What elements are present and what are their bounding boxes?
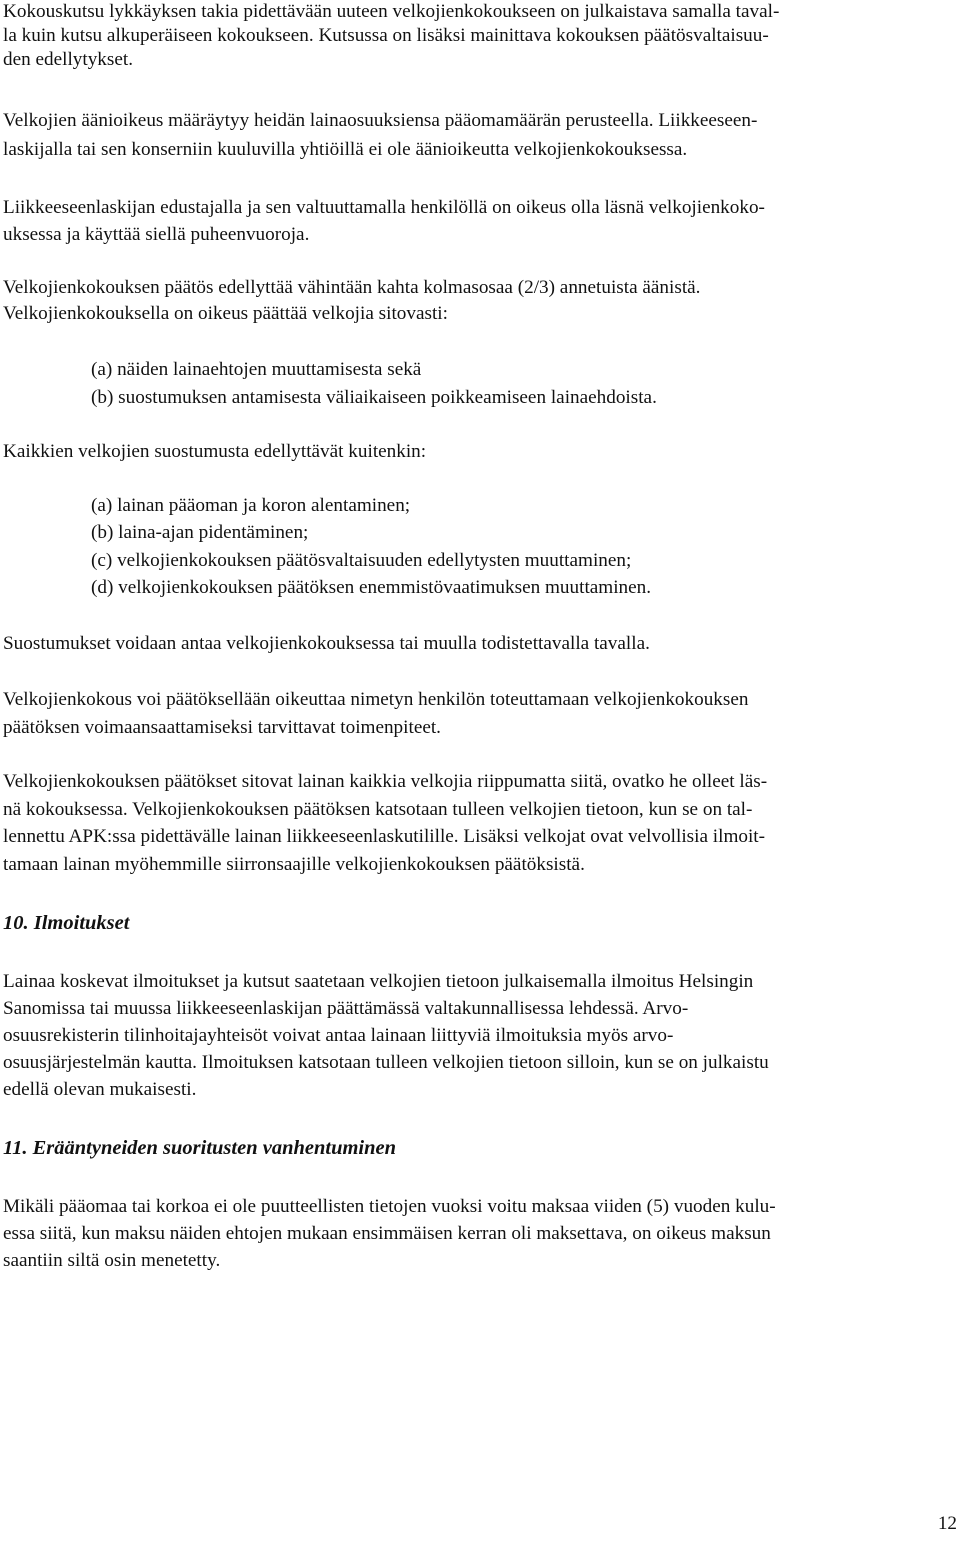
paragraph-line: Velkojienkokous voi päätöksellään oikeuttaa nimetyn henkilön toteuttamaan velkojienkokouksen [3, 689, 749, 710]
paragraph-line: laskijalla tai sen konserniin kuuluvilla yhtiöillä ei ole äänioikeutta velkojienkokouksessa. [3, 139, 688, 160]
list-item: (b) suostumuksen antamisesta väliaikaiseen poikkeamiseen lainaehdoista. [91, 387, 657, 408]
paragraph-line: Sanomissa tai muussa liikkeeseenlaskijan päättämässä valtakunnallisessa lehdessä. Arvo- [3, 998, 689, 1019]
paragraph-line: Velkojienkokouksella on oikeus päättää velkojia sitovasti: [3, 303, 448, 324]
paragraph-line: osuusrekisterin tilinhoitajayhteisöt voivat antaa lainaan liittyviä ilmoituksia myös arvo- [3, 1025, 674, 1046]
paragraph-line: saantiin siltä osin menetetty. [3, 1250, 221, 1271]
paragraph-line: Liikkeeseenlaskijan edustajalla ja sen valtuuttamalla henkilöllä on oikeus olla läsnä velkojienkoko- [3, 197, 765, 218]
list-item: (c) velkojienkokouksen päätösvaltaisuuden edellytysten muuttaminen; [91, 550, 632, 571]
paragraph-line: Lainaa koskevat ilmoitukset ja kutsut saatetaan velkojien tietoon julkaisemalla ilmoitus Helsingin [3, 971, 754, 992]
paragraph-line: nä kokouksessa. Velkojienkokouksen päätöksen katsotaan tulleen velkojien tietoon, kun se on tal- [3, 799, 753, 820]
paragraph-line: essa siitä, kun maksu näiden ehtojen mukaan ensimmäisen kerran oli maksettava, on oikeus maksun [3, 1223, 771, 1244]
list-item: (d) velkojienkokouksen päätöksen enemmistövaatimuksen muuttaminen. [91, 577, 652, 598]
paragraph-line: uksessa ja käyttää siellä puheenvuoroja. [3, 224, 310, 245]
page-number: 12 [937, 1513, 957, 1534]
list-item: (a) näiden lainaehtojen muuttamisesta sekä [91, 359, 422, 380]
paragraph-line: lennettu APK:ssa pidettävälle lainan liikkeeseenlaskutilille. Lisäksi velkojat ovat velvollisia ilmoit- [3, 826, 766, 847]
paragraph-line: päätöksen voimaansaattamiseksi tarvittavat toimenpiteet. [3, 717, 441, 738]
paragraph-line: Velkojienkokouksen päätös edellyttää vähintään kahta kolmasosaa (2/3) annetuista äänistä. [3, 277, 701, 298]
list-item: (b) laina-ajan pidentäminen; [91, 522, 309, 543]
paragraph-line: osuusjärjestelmän kautta. Ilmoituksen katsotaan tulleen velkojien tietoon silloin, kun se on julkaistu [3, 1052, 769, 1073]
paragraph-line: Suostumukset voidaan antaa velkojienkokouksessa tai muulla todistettavalla tavalla. [3, 633, 650, 654]
paragraph-line: Velkojien äänioikeus määräytyy heidän lainaosuuksiensa pääomamäärän perusteella. Liikkeeseen- [3, 110, 758, 131]
paragraph-line: tamaan lainan myöhemmille siirronsaajille velkojienkokouksen päätöksistä. [3, 854, 585, 875]
list-item: (a) lainan pääoman ja koron alentaminen; [91, 495, 411, 516]
section-heading: 10. Ilmoitukset [3, 912, 130, 934]
paragraph-line: edellä olevan mukaisesti. [3, 1079, 197, 1100]
paragraph-line: Kaikkien velkojien suostumusta edellyttävät kuitenkin: [3, 441, 427, 462]
paragraph-line: Velkojienkokouksen päätökset sitovat lainan kaikkia velkojia riippumatta siitä, ovatko he olleet läs- [3, 771, 768, 792]
paragraph-line: Mikäli pääomaa tai korkoa ei ole puutteellisten tietojen vuoksi voitu maksaa viiden (5) vuoden kulu- [3, 1196, 776, 1217]
paragraph-line: la kuin kutsu alkuperäiseen kokoukseen. Kutsussa on lisäksi mainittava kokouksen päätösvaltaisuu- [3, 25, 769, 46]
section-heading: 11. Erääntyneiden suoritusten vanhentuminen [3, 1137, 397, 1159]
paragraph-line: Kokouskutsu lykkäyksen takia pidettävään uuteen velkojienkokoukseen on julkaistava samalla taval- [3, 1, 780, 22]
paragraph-line: den edellytykset. [3, 49, 134, 70]
